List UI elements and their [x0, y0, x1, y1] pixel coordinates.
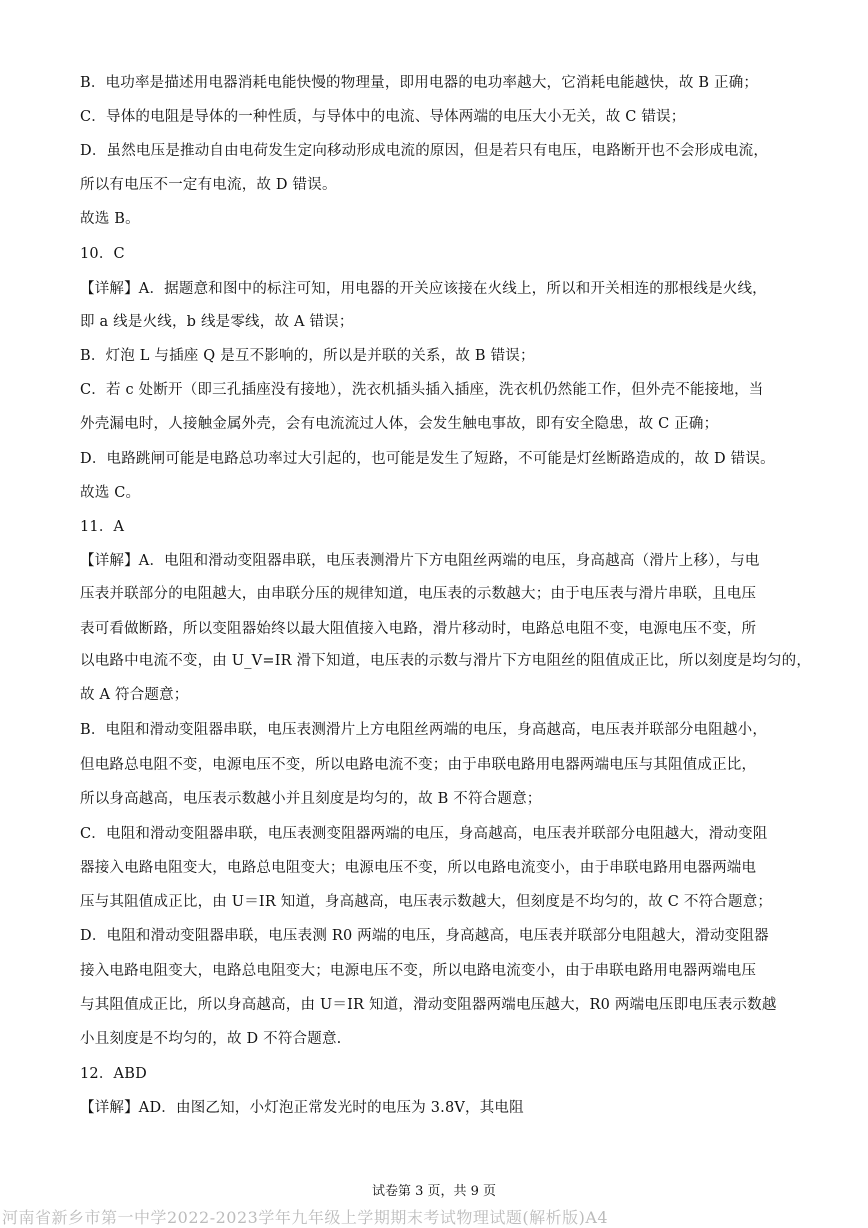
text-line: 故选 B。	[80, 211, 140, 227]
text-line: D．电阻和滑动变阻器串联，电压表测 R0 两端的电压，身高越高，电压表并联部分电阻越大，滑动变阻器	[80, 928, 769, 944]
text-line: C．导体的电阻是导体的一种性质，与导体中的电流、导体两端的电压大小无关，故 C 错误；	[80, 109, 686, 125]
text-line: 外壳漏电时，人接触金属外壳，会有电流流过人体，会发生触电事故，即有安全隐患，故 C 正确；	[80, 416, 719, 432]
text-line: 压表并联部分的电阻越大，由串联分压的规律知道，电压表的示数越大；由于电压表与滑片串联，且电压	[80, 586, 757, 602]
text-line: 故 A 符合题意；	[80, 687, 189, 703]
text-line: 以电路中电流不变，由 U_V=IR 滑下知道，电压表的示数与滑片下方电阻丝的阻值成正比，所以刻度是均匀的，	[80, 653, 812, 669]
text-line: 【详解】A．据题意和图中的标注可知，用电器的开关应该接在火线上，所以和开关相连的那根线是火线，	[80, 281, 767, 297]
text-line: D．虽然电压是推动自由电荷发生定向移动形成电流的原因，但是若只有电压，电路断开也不会形成电流，	[80, 143, 769, 159]
text-line: D．电路跳闸可能是电路总功率过大引起的，也可能是发生了短路，不可能是灯丝断路造成的，故 D 错误。	[80, 451, 775, 467]
watermark-text: 河南省新乡市第一中学2022-2023学年九年级上学期期末考试物理试题(解析版)A4	[2, 1208, 609, 1227]
page-footer: 试卷第 3 页，共 9 页	[371, 1184, 497, 1199]
text-line: 即 a 线是火线，b 线是零线，故 A 错误；	[80, 314, 354, 330]
text-line: B．电功率是描述用电器消耗电能快慢的物理量，即用电器的电功率越大，它消耗电能越快，故 B 正确；	[80, 75, 759, 91]
text-line: 【详解】A．电阻和滑动变阻器串联，电压表测滑片下方电阻丝两端的电压，身高越高（滑片上移），与电	[80, 553, 760, 569]
text-line: 10．C	[80, 246, 125, 262]
text-line: 【详解】AD．由图乙知，小灯泡正常发光时的电压为 3.8V，其电阻	[80, 1100, 524, 1116]
text-line: B．电阻和滑动变阻器串联，电压表测滑片上方电阻丝两端的电压，身高越高，电压表并联部分电阻越小，	[80, 722, 768, 738]
text-line: B．灯泡 L 与插座 Q 是互不影响的，所以是并联的关系，故 B 错误；	[80, 348, 535, 364]
text-line: 器接入电路电阻变大，电路总电阻变大；电源电压不变，所以电路电流变小，由于串联电路用电器两端电	[80, 860, 757, 876]
text-line: 但电路总电阻不变，电源电压不变，所以电路电流不变；由于串联电路用电器两端电压与其阻值成正比，	[80, 757, 757, 773]
text-line: 12．ABD	[80, 1066, 147, 1082]
text-line: 压与其阻值成正比，由 U＝IR 知道，身高越高，电压表示数越大，但刻度是不均匀的，故 C 不符合题意；	[80, 894, 773, 910]
text-line: 接入电路电阻变大，电路总电阻变大；电源电压不变，所以电路电流变小，由于串联电路用电器两端电压	[80, 963, 757, 979]
text-line: 表可看做断路，所以变阻器始终以最大阻值接入电路，滑片移动时，电路总电阻不变，电源电压不变，所	[80, 621, 757, 637]
text-line: 所以有电压不一定有电流，故 D 错误。	[80, 177, 337, 193]
text-line: C．电阻和滑动变阻器串联，电压表测变阻器两端的电压，身高越高，电压表并联部分电阻越大，滑动变阻	[80, 826, 768, 842]
text-line: 故选 C。	[80, 485, 141, 501]
text-line: C．若 c 处断开（即三孔插座没有接地），洗衣机插头插入插座，洗衣机仍然能工作，但外壳不能接地，当	[80, 382, 764, 398]
text-line: 小且刻度是不均匀的，故 D 不符合题意.	[80, 1031, 342, 1047]
text-line: 11．A	[80, 519, 125, 535]
text-line: 所以身高越高，电压表示数越小并且刻度是均匀的，故 B 不符合题意；	[80, 791, 542, 807]
text-line: 与其阻值成正比，所以身高越高，由 U＝IR 知道，滑动变阻器两端电压越大，R0 两端电压即电压表示数越	[80, 997, 777, 1013]
